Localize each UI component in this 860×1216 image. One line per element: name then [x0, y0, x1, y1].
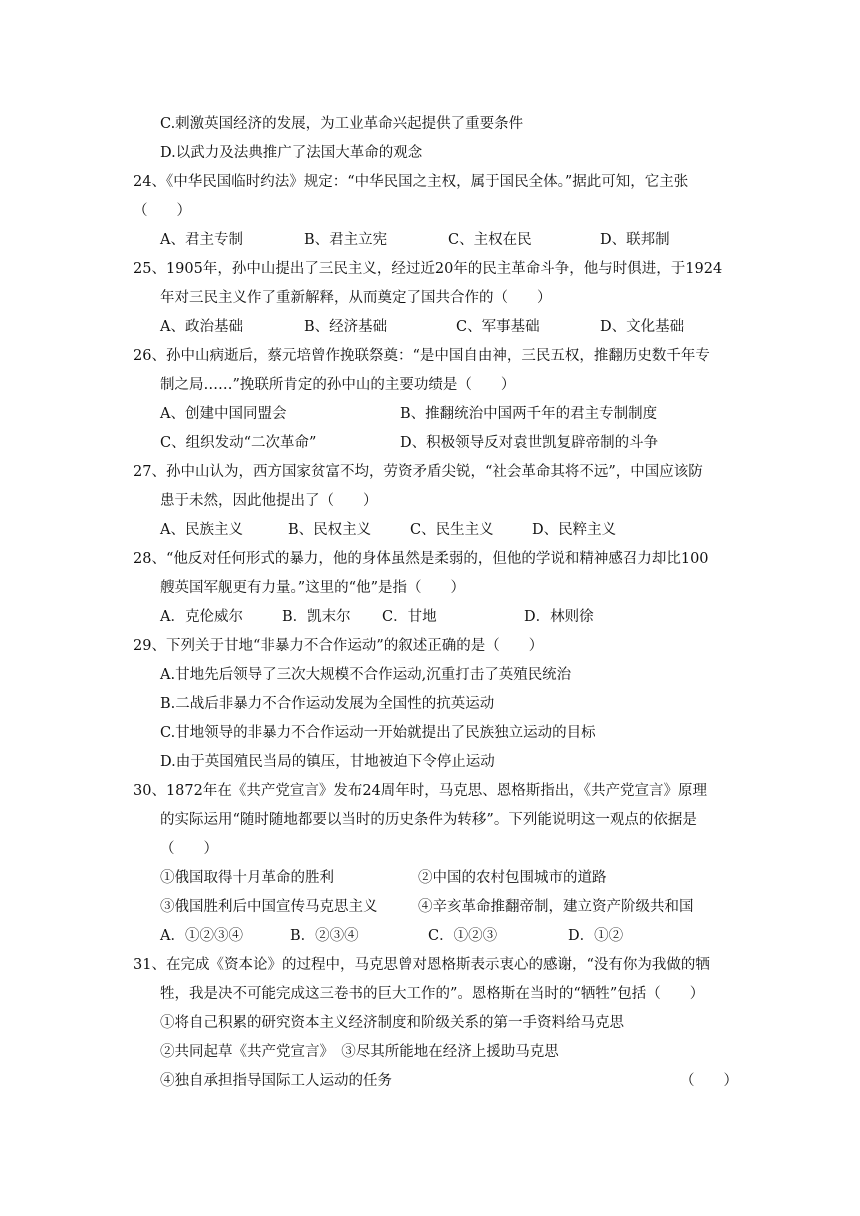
q30-option-a: A．①②③④ — [160, 928, 243, 944]
option-d-prev: D.以武力及法典推广了法国大革命的观念 — [160, 145, 423, 161]
q25-option-d: D、文化基础 — [600, 319, 685, 335]
question-27-cont: 患于未然，因此他提出了（ ） — [160, 493, 378, 509]
q27-option-a: A、民族主义 — [160, 522, 243, 538]
question-25-cont: 年对三民主义作了重新解释，从而奠定了国共合作的（ ） — [160, 290, 552, 306]
question-26-cont: 制之局……”挽联所肯定的孙中山的主要功绩是（ ） — [160, 377, 516, 393]
question-30-cont: 的实际运用“随时随地都要以当时的历史条件为转移”。下列能说明这一观点的依据是 — [160, 812, 697, 828]
q30-option-c: C．①②③ — [428, 928, 498, 944]
q31-item-1: ①将自己积累的研究资本主义经济制度和阶级关系的第一手资料给马克思 — [160, 1015, 624, 1031]
q26-option-c: C、组织发动“二次革命” — [160, 435, 317, 451]
q30-item-4: ④辛亥革命推翻帝制，建立资产阶级共和国 — [418, 899, 694, 915]
q29-option-d: D.由于英国殖民当局的镇压，甘地被迫下令停止运动 — [160, 754, 495, 770]
q26-option-b: B、推翻统治中国两千年的君主专制制度 — [400, 406, 658, 422]
q28-option-b: B．凯末尔 — [282, 609, 351, 625]
q26-option-a: A、创建中国同盟会 — [160, 406, 287, 422]
q27-option-d: D、民粹主义 — [532, 522, 617, 538]
q30-item-1: ①俄国取得十月革命的胜利 — [160, 870, 334, 886]
question-26: 26、孙中山病逝后，蔡元培曾作挽联祭奠：“是中国自由神，三民五权，推翻历史数千年专 — [133, 348, 710, 364]
question-24: 24、《中华民国临时约法》规定：“中华民国之主权，属于国民全体。”据此可知，它主张 — [133, 174, 689, 190]
question-29: 29、下列关于甘地“非暴力不合作运动”的叙述正确的是（ ） — [133, 638, 544, 654]
q24-option-d: D、联邦制 — [600, 232, 670, 248]
question-24-blank: （ ） — [133, 203, 191, 219]
q30-item-2: ②中国的农村包围城市的道路 — [418, 870, 607, 886]
q28-option-c: C．甘地 — [382, 609, 437, 625]
question-31: 31、在完成《资本论》的过程中，马克思曾对恩格斯表示衷心的感谢，“没有你为我做的牺 — [133, 957, 710, 973]
question-28-cont: 艘英国军舰更有力量。”这里的“他”是指（ ） — [160, 580, 465, 596]
q24-option-c: C、主权在民 — [448, 232, 532, 248]
q31-answer-blank: （ ） — [680, 1073, 738, 1089]
option-c-prev: C.刺激英国经济的发展，为工业革命兴起提供了重要条件 — [160, 116, 524, 132]
q31-item-4: ④独自承担指导国际工人运动的任务 — [160, 1073, 392, 1089]
q30-option-d: D．①② — [568, 928, 624, 944]
question-31-cont: 牲，我是决不可能完成这三卷书的巨大工作的”。恩格斯在当时的“牺牲”包括（ ） — [160, 986, 705, 1002]
q28-option-d: D．林则徐 — [524, 609, 594, 625]
q25-option-a: A、政治基础 — [160, 319, 243, 335]
q29-option-c: C.甘地领导的非暴力不合作运动一开始就提出了民族独立运动的目标 — [160, 725, 596, 741]
q29-option-a: A.甘地先后领导了三次大规模不合作运动,沉重打击了英殖民统治 — [160, 667, 572, 683]
q31-item-2-3: ②共同起草《共产党宣言》 ③尽其所能地在经济上援助马克思 — [160, 1044, 559, 1060]
q24-option-b: B、君主立宪 — [304, 232, 388, 248]
question-25: 25、1905年，孙中山提出了三民主义，经过近20年的民主革命斗争，他与时俱进，于1924 — [133, 261, 723, 277]
question-28: 28、“他反对任何形式的暴力，他的身体虽然是柔弱的，但他的学说和精神感召力却比100 — [133, 551, 709, 567]
q27-option-c: C、民生主义 — [410, 522, 494, 538]
q30-item-3: ③俄国胜利后中国宣传马克思主义 — [160, 899, 378, 915]
q25-option-b: B、经济基础 — [304, 319, 388, 335]
q29-option-b: B.二战后非暴力不合作运动发展为全国性的抗英运动 — [160, 696, 495, 712]
q30-option-b: B．②③④ — [290, 928, 359, 944]
question-30-blank: （ ） — [160, 841, 218, 857]
q27-option-b: B、民权主义 — [288, 522, 372, 538]
question-27: 27、孙中山认为，西方国家贫富不均，劳资矛盾尖锐，“社会革命其将不远”，中国应该防 — [133, 464, 703, 480]
q28-option-a: A．克伦威尔 — [160, 609, 243, 625]
question-30: 30、1872年在《共产党宣言》发布24周年时，马克思、恩格斯指出，《共产党宣言》原理 — [133, 783, 708, 799]
q26-option-d: D、积极领导反对袁世凯复辟帝制的斗争 — [400, 435, 659, 451]
q24-option-a: A、君主专制 — [160, 232, 243, 248]
q25-option-c: C、军事基础 — [456, 319, 540, 335]
